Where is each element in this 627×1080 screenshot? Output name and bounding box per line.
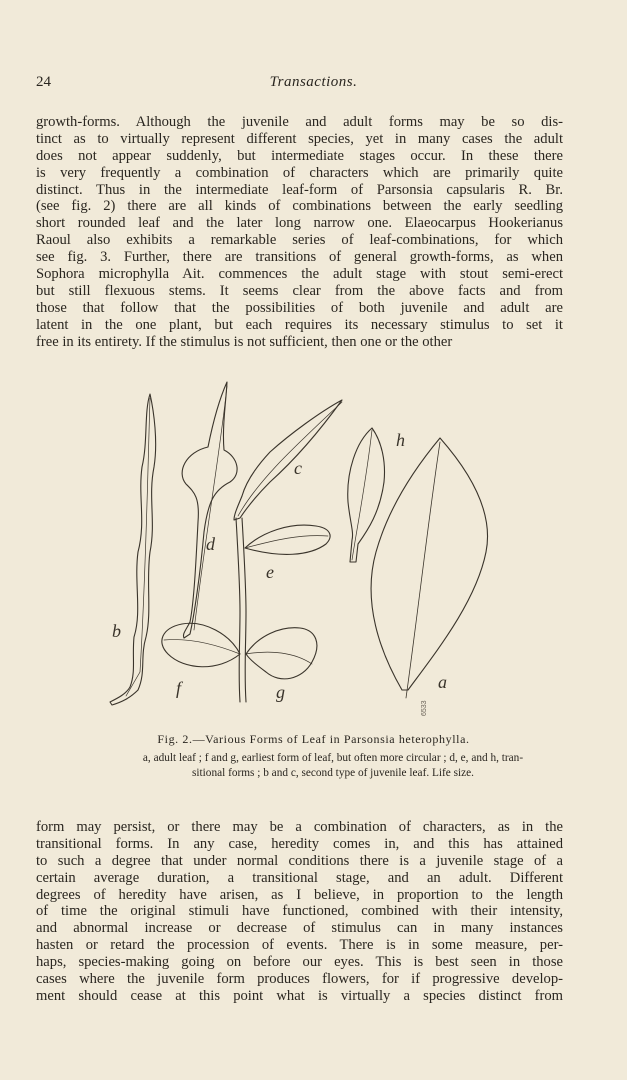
text-line: tinct as to virtually represent different species, yet in many cases the adult [36, 130, 563, 147]
leaf-b-midrib [126, 398, 150, 696]
leaf-f-outline [162, 623, 240, 666]
text-line: (see fig. 2) there are all kinds of combinations between the early seedling [36, 198, 563, 215]
text-line: to such a degree that under normal conditions there is a juvenile stage of a [36, 852, 563, 869]
text-line: latent in the one plant, but each requires its necessary stimulus to set it [36, 316, 563, 333]
label-c: c [294, 458, 302, 478]
label-f: f [176, 678, 182, 698]
text-line: see fig. 3. Further, there are transitions of general growth-forms, as when [36, 249, 563, 266]
leaf-h-midrib [352, 430, 372, 560]
leaf-g-midrib [246, 652, 312, 664]
text-line: growth-forms. Although the juvenile and adult forms may be so dis- [36, 114, 563, 130]
leaf-a-outline [371, 438, 487, 690]
caption-line: sitional forms ; b and c, second type of juvenile leaf. Life size. [191, 767, 475, 779]
leaf-d-outline [182, 382, 237, 638]
text-line: Raoul also exhibits a remarkable series of leaf-combinations, for which [36, 232, 563, 249]
text-line: is very frequently a combination of characters which are primarily quite [36, 164, 563, 181]
label-h: h [396, 430, 405, 450]
running-head: Transactions. [269, 74, 358, 90]
label-b: b [112, 621, 121, 641]
leaf-g-outline [246, 628, 317, 679]
figure-caption-title: Fig. 2.—Various Forms of Leaf in Parsonsia heterophylla. [157, 732, 470, 746]
text-line: distinct. Thus in the intermediate leaf-form of Parsonsia capsularis R. Br. [36, 181, 563, 198]
text-line: ment should cease at this point what is virtually a species distinct from [36, 987, 563, 1004]
label-e: e [266, 562, 274, 582]
label-g: g [276, 682, 285, 702]
main-stem [236, 518, 240, 702]
page-number: 24 [36, 74, 51, 90]
caption-line: a, adult leaf ; f and g, earliest form of leaf, but often more circular ; d, e, and h, tran- [142, 752, 524, 764]
leaf-c-outline [234, 400, 342, 520]
text-line: Sophora microphylla Ait. commences the adult stage with stout semi-erect [36, 266, 563, 283]
text-line: of time the original stimuli have functioned, combined with their intensity, [36, 903, 563, 920]
text-line: haps, species-making going on before our eyes. This is best seen in those [36, 954, 563, 971]
figure-stamp: 6533 [421, 700, 428, 716]
text-line: degrees of heredity have arisen, as I believe, in proportion to the length [36, 886, 563, 903]
leaf-a-midrib [406, 442, 440, 698]
paragraph-bottom [36, 819, 563, 1005]
text-line: cases where the juvenile form produces flowers, for if progressive develop- [36, 971, 563, 988]
text-line: and abnormal increase or decrease of stimulus can in many instances [36, 920, 563, 937]
leaf-e-midrib [245, 536, 328, 548]
main-stem-inner [242, 518, 246, 702]
text-line: short rounded leaf and the later long narrow one. Elaeocarpus Hookerianus [36, 215, 563, 232]
leaf-drawing [90, 372, 510, 717]
text-line: transitional forms. In any case, heredity comes in, and this has attained [36, 835, 563, 852]
text-line: those that follow that the possibilities of both juvenile and adult are [36, 299, 563, 316]
label-d: d [206, 534, 215, 554]
text-line: but still flexuous stems. It seems clear from the above facts and from [36, 282, 563, 299]
text-line: form may persist, or there may be a combination of characters, as in the [36, 819, 563, 835]
text-line: free in its entirety. If the stimulus is not sufficient, then one or the other [36, 333, 453, 350]
leaf-e-outline [245, 525, 330, 554]
text-line: certain average duration, a transitional stage, and an adult. Different [36, 869, 563, 886]
leaf-c-midrib [238, 402, 342, 516]
figure-caption-body [104, 751, 562, 781]
label-a: a [438, 672, 447, 692]
leaf-f-midrib [164, 640, 240, 654]
leaf-d-midrib [194, 386, 227, 630]
paragraph-top [36, 114, 563, 350]
text-line: hasten or retard the procession of events. There is in some measure, per- [36, 937, 563, 954]
leaf-figure [90, 372, 510, 717]
text-line: does not appear suddenly, but intermediate stages occur. In these there [36, 147, 563, 164]
